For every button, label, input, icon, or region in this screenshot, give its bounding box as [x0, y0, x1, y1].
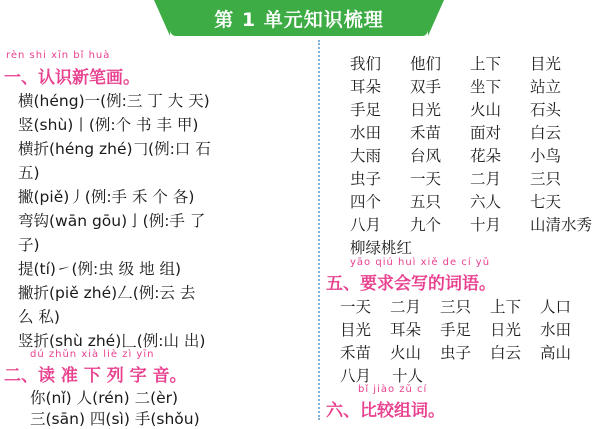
- word-row: [350, 75, 600, 97]
- word: 手足: [350, 101, 382, 119]
- stroke-line: 竖(shù)丨(例:个 书 丰 甲): [18, 116, 199, 134]
- word: 三只: [530, 170, 562, 188]
- stroke-line: 五): [18, 164, 40, 182]
- pronunciation-line: 你(nǐ) 人(rén) 二(èr): [30, 389, 179, 407]
- word-row: [350, 167, 600, 189]
- word: 面对: [470, 124, 502, 142]
- sec1-pinyin: rèn shi xīn bǐ huà: [6, 50, 111, 61]
- write-word-row: [340, 318, 590, 340]
- column-divider: [318, 40, 320, 420]
- word: 石头: [530, 101, 562, 119]
- write-word-row: [340, 341, 590, 363]
- word-row: [350, 144, 600, 166]
- write-word-row: [340, 364, 590, 386]
- sec2-pinyin: dú zhǔn xià liè zì yīn: [30, 349, 155, 360]
- word-row: [350, 121, 600, 143]
- word: 手足: [440, 321, 472, 339]
- word: 坐下: [470, 78, 502, 96]
- pronunciation-line: 三(sān) 四(sì) 手(shǒu): [30, 410, 200, 428]
- word: 禾苗: [340, 344, 372, 362]
- section-banner: [170, 0, 428, 36]
- word: 二月: [390, 298, 422, 316]
- word: 十人: [392, 367, 424, 385]
- word: 白云: [490, 344, 522, 362]
- word-row: [350, 98, 600, 120]
- word: 双手: [410, 78, 442, 96]
- sec6-heading: 六、比较组词。: [326, 401, 445, 421]
- stroke-line: 撇(piě)丿(例:手 禾 个 各): [18, 188, 195, 206]
- word: 虫子: [440, 344, 472, 362]
- word: 他们: [410, 55, 442, 73]
- word: 耳朵: [390, 321, 422, 339]
- stroke-line: 子): [18, 236, 40, 254]
- word: 虫子: [350, 170, 382, 188]
- sec6-pinyin: bǐ jiào zǔ cí: [358, 384, 428, 395]
- word: 站立: [530, 78, 562, 96]
- word: 目光: [340, 321, 372, 339]
- banner-title: 第 1 单元知识梳理: [214, 9, 384, 31]
- word: 人口: [540, 298, 572, 316]
- word-row: [350, 213, 600, 235]
- word: 日光: [410, 101, 442, 119]
- word: 火山: [470, 101, 502, 119]
- word: 四个: [350, 193, 382, 211]
- word-row: [350, 52, 600, 74]
- stroke-line: 撇折(piě zhé)𠃋(例:云 去: [18, 284, 196, 302]
- word: 水田: [350, 124, 382, 142]
- word: 上下: [470, 55, 502, 73]
- word: 高山: [540, 344, 572, 362]
- sec5-heading: 五、要求会写的词语。: [326, 274, 496, 294]
- word: 白云: [530, 124, 562, 142]
- stroke-line: 么 私): [18, 308, 60, 326]
- word: 耳朵: [350, 78, 382, 96]
- word: 九个: [410, 216, 442, 234]
- word: 目光: [530, 55, 562, 73]
- word: 二月: [470, 170, 502, 188]
- word: 台风: [410, 147, 442, 165]
- word: 十月: [470, 216, 502, 234]
- word: 花朵: [470, 147, 502, 165]
- word-extra: 柳绿桃红: [350, 239, 413, 257]
- word: 小鸟: [530, 147, 562, 165]
- word: 上下: [490, 298, 522, 316]
- word: 一天: [410, 170, 442, 188]
- sec5-pinyin: yāo qiú huì xiě de cí yǔ: [350, 257, 491, 268]
- word: 水田: [540, 321, 572, 339]
- word: 我们: [350, 55, 382, 73]
- stroke-line: 横(héng)一(例:三 丁 大 天): [18, 92, 210, 110]
- sec2-heading: 二、读 准 下 列 字 音。: [4, 366, 187, 386]
- word: 七天: [530, 193, 562, 211]
- word: 大雨: [350, 147, 382, 165]
- stroke-line: 竖折(shù zhé)𠃊(例:山 出): [18, 332, 206, 350]
- sec1-heading: 一、认识新笔画。: [4, 68, 140, 88]
- word: 日光: [490, 321, 522, 339]
- word: 禾苗: [410, 124, 442, 142]
- stroke-line: 横折(héng zhé)𠃌(例:口 石: [18, 140, 211, 158]
- word: 五只: [410, 193, 442, 211]
- stroke-line: 提(tí)㇀(例:虫 级 地 组): [18, 260, 182, 278]
- word: 一天: [340, 298, 372, 316]
- word: 八月: [340, 367, 372, 385]
- word: 三只: [440, 298, 472, 316]
- word: 火山: [390, 344, 422, 362]
- word-row: [350, 190, 600, 212]
- write-word-row: [340, 295, 590, 317]
- stroke-line: 弯钩(wān gōu)亅(例:手 了: [18, 212, 206, 230]
- word: 八月: [350, 216, 382, 234]
- word: 山清水秀: [530, 216, 593, 234]
- word: 六人: [470, 193, 502, 211]
